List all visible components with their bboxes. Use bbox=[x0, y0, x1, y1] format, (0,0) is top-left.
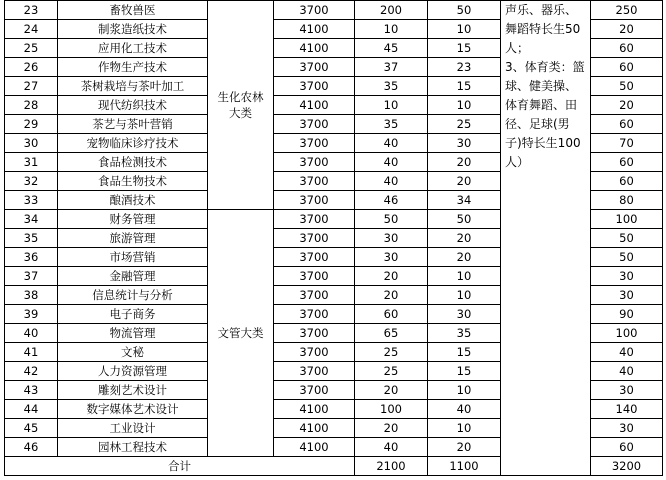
tuition-fee: 3700 bbox=[274, 286, 355, 305]
row-number: 27 bbox=[5, 77, 58, 96]
plan-count-b: 20 bbox=[428, 438, 501, 457]
plan-count-b: 15 bbox=[428, 77, 501, 96]
plan-count-b: 15 bbox=[428, 362, 501, 381]
plan-count-a: 20 bbox=[355, 286, 428, 305]
row-total: 60 bbox=[591, 115, 663, 134]
major-name: 园林工程技术 bbox=[58, 438, 208, 457]
tuition-fee: 3700 bbox=[274, 1, 355, 20]
major-name: 人力资源管理 bbox=[58, 362, 208, 381]
row-number: 33 bbox=[5, 191, 58, 210]
major-name: 文秘 bbox=[58, 343, 208, 362]
row-number: 32 bbox=[5, 172, 58, 191]
plan-count-b: 34 bbox=[428, 191, 501, 210]
plan-count-b: 10 bbox=[428, 286, 501, 305]
row-total: 50 bbox=[591, 248, 663, 267]
row-total: 30 bbox=[591, 286, 663, 305]
row-number: 25 bbox=[5, 39, 58, 58]
row-total: 60 bbox=[591, 153, 663, 172]
row-total: 50 bbox=[591, 77, 663, 96]
row-number: 38 bbox=[5, 286, 58, 305]
plan-count-a: 40 bbox=[355, 134, 428, 153]
major-name: 制浆造纸技术 bbox=[58, 20, 208, 39]
row-number: 29 bbox=[5, 115, 58, 134]
row-total: 100 bbox=[591, 210, 663, 229]
row-total: 60 bbox=[591, 438, 663, 457]
row-number: 44 bbox=[5, 400, 58, 419]
plan-count-a: 40 bbox=[355, 438, 428, 457]
remark-cell: 声乐、器乐、舞蹈特长生50人； 3、体育类：篮球、健美操、体育舞蹈、田径、足球(男子)特长生100人） bbox=[501, 1, 591, 476]
plan-count-a: 30 bbox=[355, 248, 428, 267]
tuition-fee: 3700 bbox=[274, 153, 355, 172]
major-name: 食品检测技术 bbox=[58, 153, 208, 172]
row-number: 23 bbox=[5, 1, 58, 20]
major-name: 财务管理 bbox=[58, 210, 208, 229]
major-name: 食品生物技术 bbox=[58, 172, 208, 191]
row-total: 30 bbox=[591, 419, 663, 438]
row-number: 40 bbox=[5, 324, 58, 343]
major-name: 茶树栽培与茶叶加工 bbox=[58, 77, 208, 96]
tuition-fee: 3700 bbox=[274, 305, 355, 324]
tuition-fee: 3700 bbox=[274, 229, 355, 248]
row-total: 40 bbox=[591, 343, 663, 362]
major-name: 电子商务 bbox=[58, 305, 208, 324]
plan-count-b: 50 bbox=[428, 210, 501, 229]
tuition-fee: 3700 bbox=[274, 58, 355, 77]
row-total: 20 bbox=[591, 96, 663, 115]
plan-count-a: 100 bbox=[355, 400, 428, 419]
major-name: 应用化工技术 bbox=[58, 39, 208, 58]
plan-count-b: 40 bbox=[428, 400, 501, 419]
tuition-fee: 4100 bbox=[274, 400, 355, 419]
row-number: 45 bbox=[5, 419, 58, 438]
row-total: 90 bbox=[591, 305, 663, 324]
plan-count-b: 15 bbox=[428, 343, 501, 362]
row-total: 20 bbox=[591, 20, 663, 39]
row-total: 30 bbox=[591, 381, 663, 400]
major-name: 酿酒技术 bbox=[58, 191, 208, 210]
row-total: 140 bbox=[591, 400, 663, 419]
plan-count-a: 200 bbox=[355, 1, 428, 20]
plan-count-a: 65 bbox=[355, 324, 428, 343]
category-cell: 生化农林大类 bbox=[208, 1, 274, 210]
plan-count-a: 20 bbox=[355, 419, 428, 438]
plan-count-b: 20 bbox=[428, 248, 501, 267]
row-number: 34 bbox=[5, 210, 58, 229]
row-total: 30 bbox=[591, 267, 663, 286]
row-total: 250 bbox=[591, 1, 663, 20]
major-name: 市场营销 bbox=[58, 248, 208, 267]
plan-count-a: 10 bbox=[355, 20, 428, 39]
summary-label: 合计 bbox=[5, 457, 355, 476]
plan-count-b: 35 bbox=[428, 324, 501, 343]
row-total: 80 bbox=[591, 191, 663, 210]
plan-count-b: 10 bbox=[428, 267, 501, 286]
summary-a: 2100 bbox=[355, 457, 428, 476]
plan-count-b: 30 bbox=[428, 305, 501, 324]
plan-count-a: 35 bbox=[355, 115, 428, 134]
major-name: 茶艺与茶叶营销 bbox=[58, 115, 208, 134]
row-number: 43 bbox=[5, 381, 58, 400]
plan-count-a: 40 bbox=[355, 172, 428, 191]
row-number: 39 bbox=[5, 305, 58, 324]
plan-count-a: 25 bbox=[355, 362, 428, 381]
plan-count-a: 37 bbox=[355, 58, 428, 77]
plan-count-a: 20 bbox=[355, 267, 428, 286]
major-name: 雕刻艺术设计 bbox=[58, 381, 208, 400]
tuition-fee: 3700 bbox=[274, 172, 355, 191]
major-name: 宠物临床诊疗技术 bbox=[58, 134, 208, 153]
plan-count-b: 25 bbox=[428, 115, 501, 134]
plan-count-a: 40 bbox=[355, 153, 428, 172]
row-number: 24 bbox=[5, 20, 58, 39]
major-name: 现代纺织技术 bbox=[58, 96, 208, 115]
major-name: 畜牧兽医 bbox=[58, 1, 208, 20]
plan-count-a: 25 bbox=[355, 343, 428, 362]
plan-count-a: 30 bbox=[355, 229, 428, 248]
tuition-fee: 4100 bbox=[274, 96, 355, 115]
plan-count-b: 23 bbox=[428, 58, 501, 77]
row-number: 42 bbox=[5, 362, 58, 381]
tuition-fee: 3700 bbox=[274, 134, 355, 153]
tuition-fee: 3700 bbox=[274, 267, 355, 286]
tuition-fee: 3700 bbox=[274, 343, 355, 362]
major-name: 工业设计 bbox=[58, 419, 208, 438]
summary-b: 1100 bbox=[428, 457, 501, 476]
row-total: 60 bbox=[591, 39, 663, 58]
plan-count-a: 10 bbox=[355, 96, 428, 115]
row-total: 100 bbox=[591, 324, 663, 343]
row-number: 41 bbox=[5, 343, 58, 362]
row-total: 60 bbox=[591, 58, 663, 77]
plan-count-b: 10 bbox=[428, 96, 501, 115]
major-name: 旅游管理 bbox=[58, 229, 208, 248]
plan-count-a: 35 bbox=[355, 77, 428, 96]
row-number: 28 bbox=[5, 96, 58, 115]
plan-count-a: 46 bbox=[355, 191, 428, 210]
tuition-fee: 3700 bbox=[274, 324, 355, 343]
row-number: 36 bbox=[5, 248, 58, 267]
plan-count-a: 45 bbox=[355, 39, 428, 58]
row-number: 26 bbox=[5, 58, 58, 77]
major-name: 金融管理 bbox=[58, 267, 208, 286]
row-number: 37 bbox=[5, 267, 58, 286]
plan-count-a: 60 bbox=[355, 305, 428, 324]
tuition-fee: 4100 bbox=[274, 39, 355, 58]
row-total: 50 bbox=[591, 229, 663, 248]
tuition-fee: 3700 bbox=[274, 191, 355, 210]
major-name: 物流管理 bbox=[58, 324, 208, 343]
plan-count-a: 20 bbox=[355, 381, 428, 400]
plan-count-b: 50 bbox=[428, 1, 501, 20]
table-row bbox=[5, 1, 663, 20]
summary-total: 3200 bbox=[591, 457, 663, 476]
plan-count-b: 10 bbox=[428, 381, 501, 400]
tuition-fee: 3700 bbox=[274, 210, 355, 229]
tuition-fee: 3700 bbox=[274, 381, 355, 400]
plan-count-b: 10 bbox=[428, 419, 501, 438]
tuition-fee: 3700 bbox=[274, 115, 355, 134]
plan-count-b: 20 bbox=[428, 153, 501, 172]
tuition-fee: 4100 bbox=[274, 20, 355, 39]
tuition-fee: 4100 bbox=[274, 438, 355, 457]
tuition-fee: 4100 bbox=[274, 419, 355, 438]
row-number: 30 bbox=[5, 134, 58, 153]
row-number: 31 bbox=[5, 153, 58, 172]
plan-count-b: 15 bbox=[428, 39, 501, 58]
row-number: 35 bbox=[5, 229, 58, 248]
plan-count-b: 10 bbox=[428, 20, 501, 39]
row-number: 46 bbox=[5, 438, 58, 457]
tuition-fee: 3700 bbox=[274, 248, 355, 267]
major-name: 作物生产技术 bbox=[58, 58, 208, 77]
enrollment-plan-table bbox=[4, 0, 663, 476]
row-total: 70 bbox=[591, 134, 663, 153]
plan-count-b: 20 bbox=[428, 229, 501, 248]
plan-count-b: 20 bbox=[428, 172, 501, 191]
tuition-fee: 3700 bbox=[274, 77, 355, 96]
major-name: 信息统计与分析 bbox=[58, 286, 208, 305]
category-cell: 文管大类 bbox=[208, 210, 274, 457]
row-total: 60 bbox=[591, 172, 663, 191]
tuition-fee: 3700 bbox=[274, 362, 355, 381]
row-total: 40 bbox=[591, 362, 663, 381]
plan-count-b: 30 bbox=[428, 134, 501, 153]
major-name: 数字媒体艺术设计 bbox=[58, 400, 208, 419]
plan-count-a: 50 bbox=[355, 210, 428, 229]
